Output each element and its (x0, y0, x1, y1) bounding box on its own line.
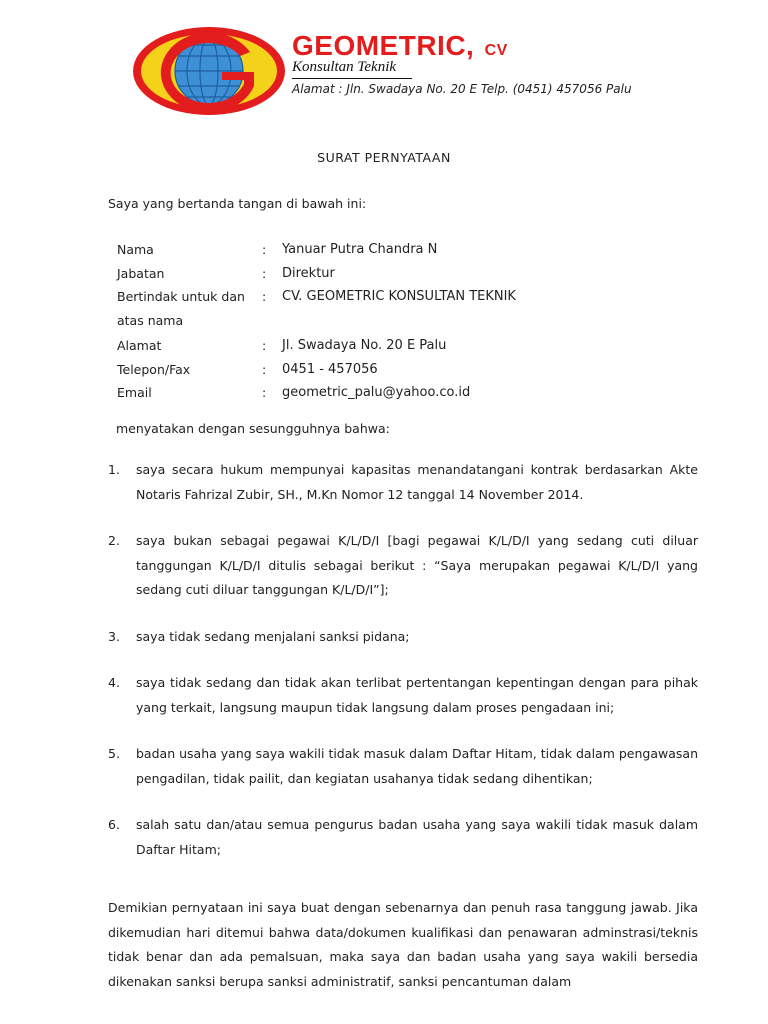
identity-row-on-behalf (117, 285, 687, 332)
company-name-text: GEOMETRIC, (292, 30, 475, 61)
tagline-underline (292, 78, 412, 79)
identity-colon: : (262, 338, 267, 353)
declaration-list (108, 458, 698, 884)
list-item-number: 6. (108, 817, 120, 832)
list-item-text: saya tidak sedang menjalani sanksi pidana; (136, 628, 410, 644)
identity-label: Jabatan (117, 265, 165, 281)
identity-value: CV. GEOMETRIC KONSULTAN TEKNIK (282, 289, 516, 304)
identity-row-address (117, 334, 687, 358)
list-item (108, 671, 698, 720)
identity-value: Direktur (282, 265, 335, 281)
identity-label: Alamat (117, 338, 162, 353)
company-name (292, 30, 508, 62)
list-item (108, 625, 698, 650)
identity-colon: : (262, 361, 267, 377)
identity-value: geometric_palu@yahoo.co.id (282, 385, 471, 400)
list-item-text: salah satu dan/atau semua pengurus badan usaha yang saya wakili tidak masuk dalam Daftar Hitam; (136, 817, 698, 857)
list-item-text: saya secara hukum mempunyai kapasitas menandatangani kontrak berdasarkan Akte Notaris Fahrizal Zubir, SH., M.Kn Nomor 12 tanggal 14 November 2014. (136, 462, 698, 502)
logo-letter: G (138, 38, 139, 39)
identity-label: Telepon/Fax (117, 361, 191, 377)
identity-label: Bertindak untuk dan atas nama (117, 289, 245, 328)
identity-value: 0451 - 457056 (282, 361, 378, 377)
identity-row-position (117, 262, 687, 286)
list-item-number: 5. (108, 746, 120, 761)
identity-row-phone (117, 358, 687, 382)
list-item-number: 2. (108, 533, 120, 548)
geometric-logo (132, 24, 287, 119)
company-tagline: Konsultan Teknik (292, 59, 397, 75)
identity-colon: : (262, 385, 267, 400)
list-item-number: 3. (108, 628, 120, 644)
list-item-text: saya tidak sedang dan tidak akan terlibat pertentangan kepentingan dengan para pihak yang terkait, langsung maupun tidak langsung dalam proses pengadaan ini; (136, 675, 698, 715)
list-item-text: saya bukan sebagai pegawai K/L/D/I [bagi pegawai K/L/D/I yang sedang cuti diluar tanggungan K/L/D/I ditulis sebagai berikut : “Saya merupakan pegawai K/L/D/I yang sedang cuti diluar tanggungan K/L/D/I”]; (136, 533, 698, 597)
identity-colon: : (262, 242, 267, 257)
list-item (108, 813, 698, 862)
identity-row-email (117, 381, 687, 405)
identity-value: Yanuar Putra Chandra N (282, 242, 438, 257)
list-item (108, 529, 698, 603)
identity-label: Email (117, 385, 152, 400)
identity-table (117, 238, 687, 405)
identity-colon: : (262, 289, 267, 304)
company-address: Alamat : Jln. Swadaya No. 20 E Telp. (0451) 457056 Palu (292, 82, 632, 96)
list-item-number: 1. (108, 462, 120, 477)
declaration-lead: menyatakan dengan sesungguhnya bahwa: (116, 421, 390, 436)
list-item-number: 4. (108, 675, 120, 690)
identity-colon: : (262, 265, 267, 281)
document-title: SURAT PERNYATAAN (317, 150, 451, 165)
identity-label: Nama (117, 242, 154, 257)
list-item-text: badan usaha yang saya wakili tidak masuk dalam Daftar Hitam, tidak dalam pengawasan pengadilan, tidak pailit, dan kegiatan usahanya tidak sedang dihentikan; (136, 746, 698, 786)
intro-text: Saya yang bertanda tangan di bawah ini: (108, 196, 367, 211)
list-item (108, 742, 698, 791)
closing-paragraph: Demikian pernyataan ini saya buat dengan sebenarnya dan penuh rasa tanggung jawab. Jika dikemudian hari ditemui bahwa data/dokumen kualifikasi dan penawaran adminstrasi/teknis tidak benar dan ada pemalsuan, maka saya dan badan usaha yang saya wakili bersedia dikenakan sanksi berupa sanksi administratif, sanksi pencantuman dalam (108, 900, 698, 989)
identity-row-name (117, 238, 687, 262)
list-item (108, 458, 698, 507)
company-suffix: CV (484, 42, 508, 59)
identity-value: Jl. Swadaya No. 20 E Palu (282, 338, 447, 353)
